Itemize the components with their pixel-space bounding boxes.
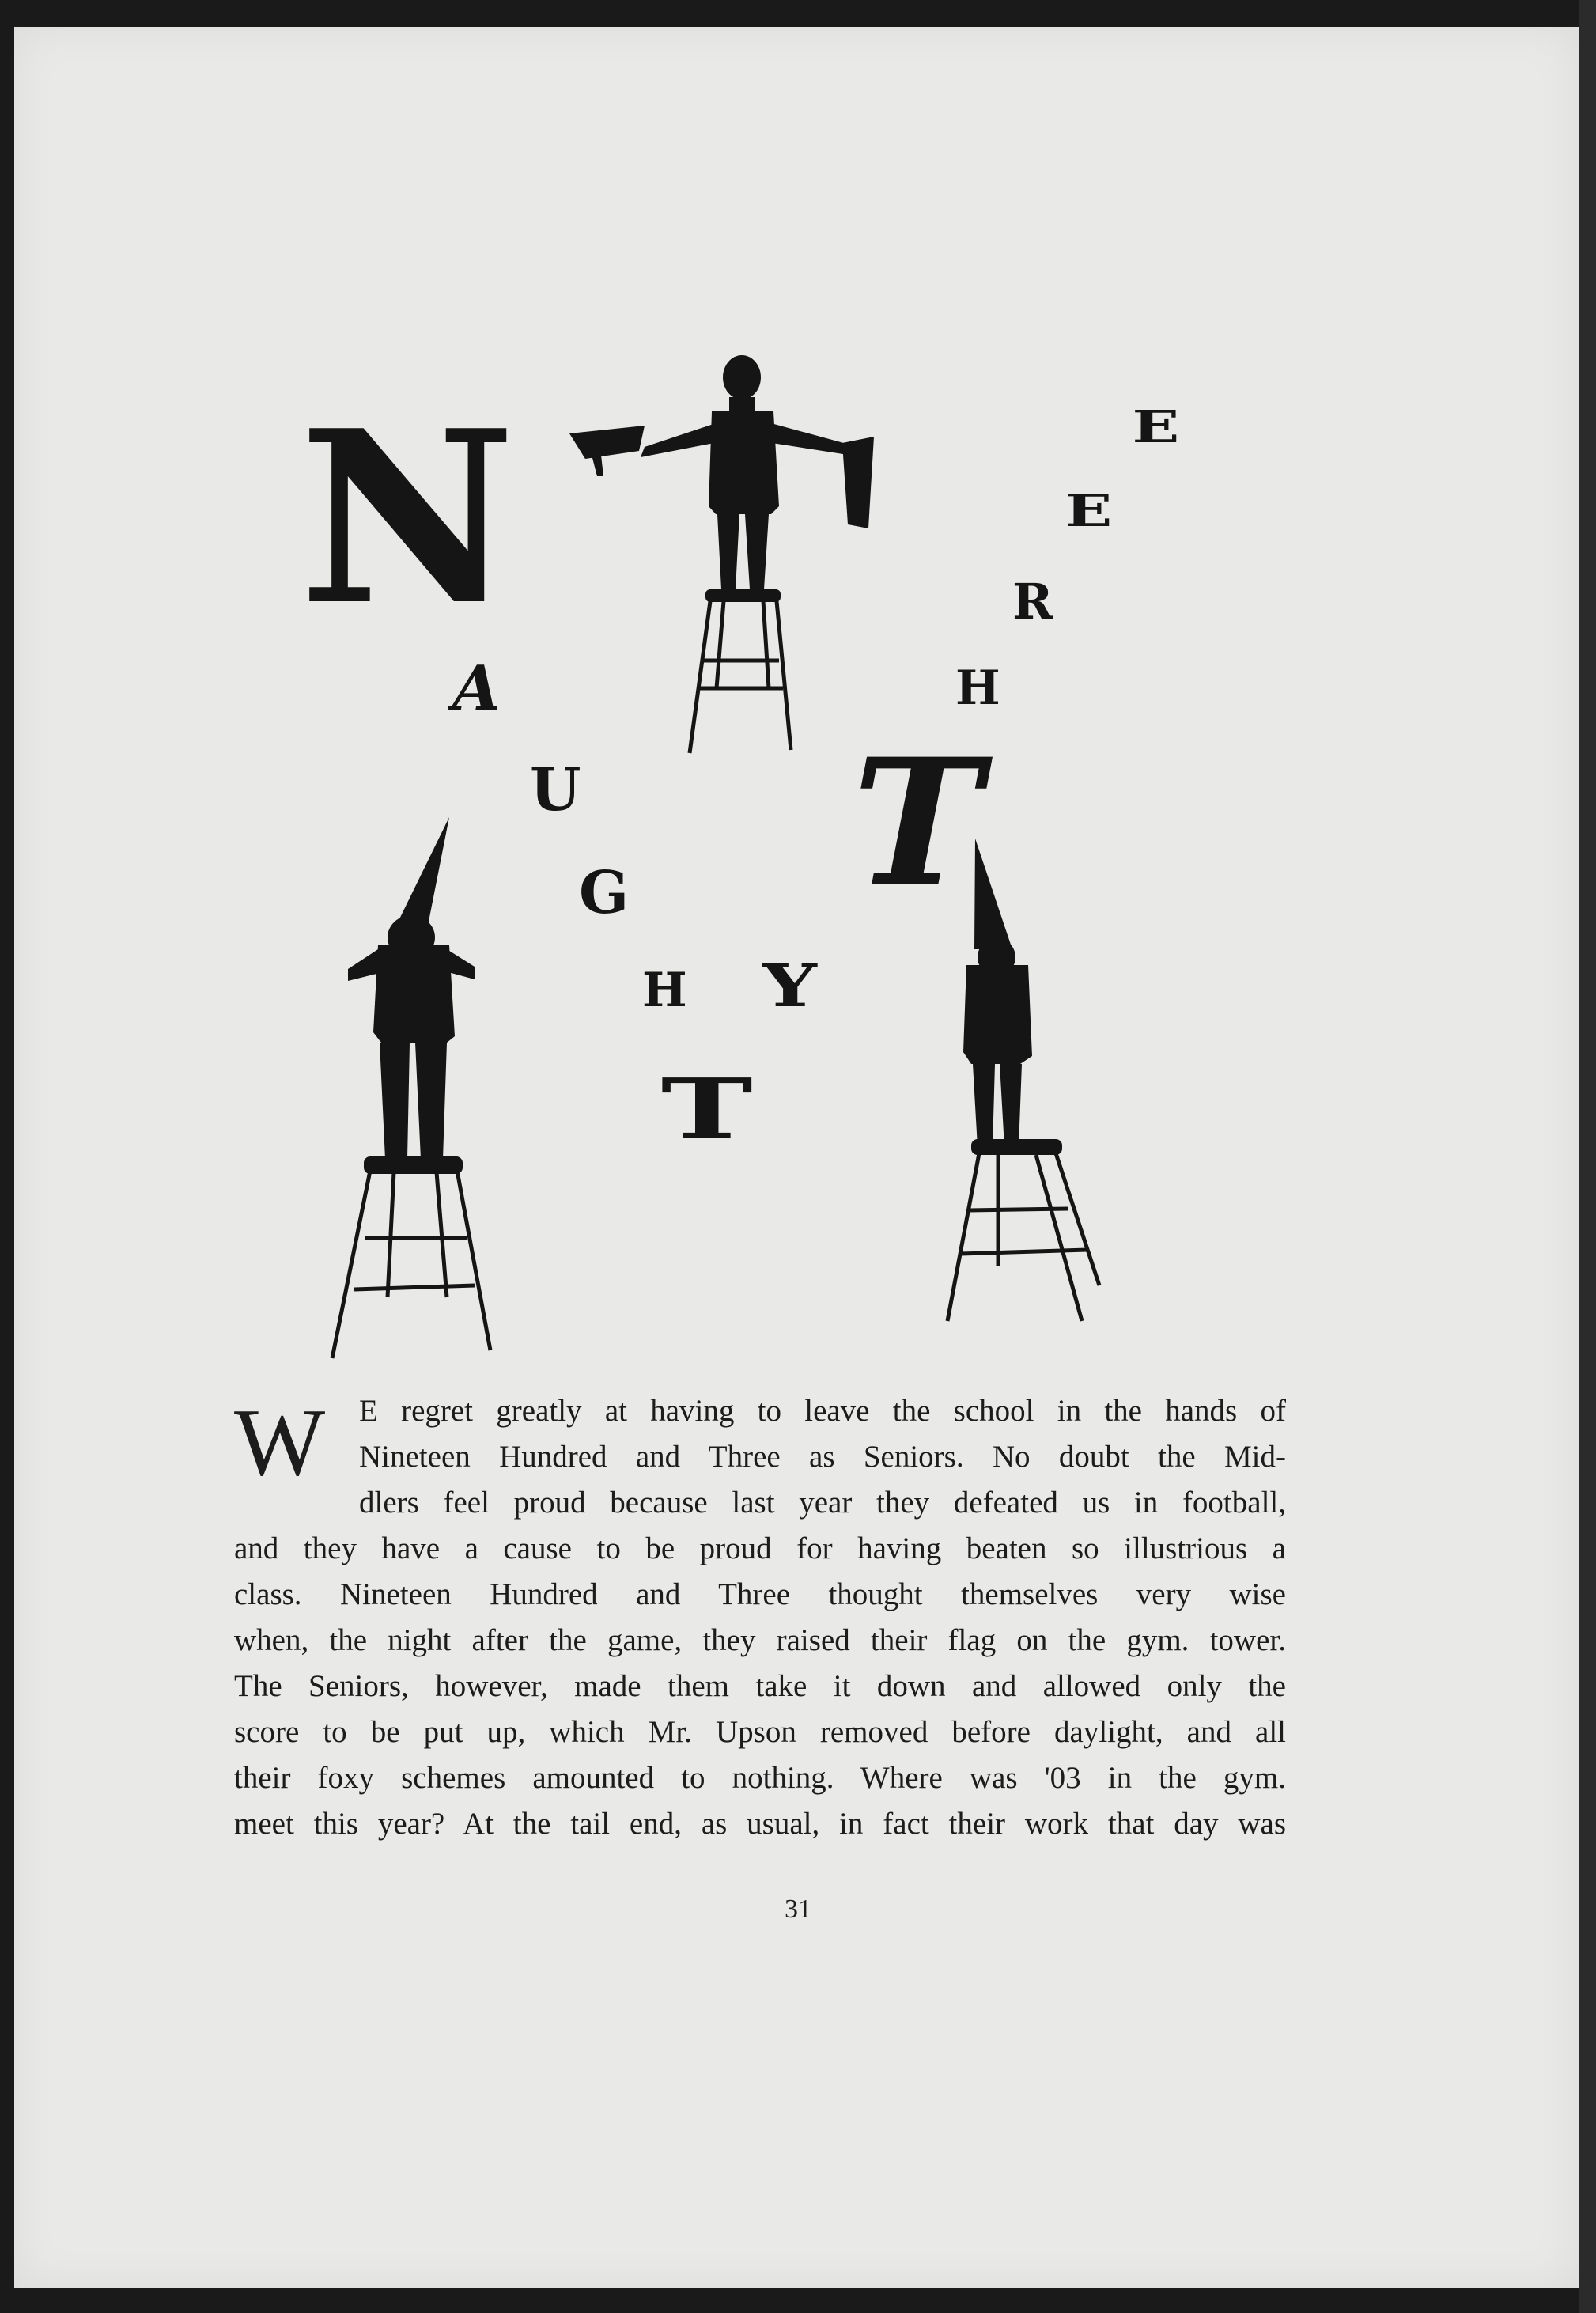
title-letter-e2: E <box>1132 401 1180 453</box>
title-letter-t2: T <box>853 720 982 925</box>
text-line: dlers feel proud because last year they defeated us in football, <box>359 1486 1286 1520</box>
page-number: 31 <box>785 1895 811 1924</box>
text-line: meet this year? At the tail end, as usual, in fact their work that day was <box>234 1807 1286 1841</box>
text-line: The Seniors, however, made them take it down and allowed only the <box>234 1669 1286 1703</box>
title-letter-y: Y <box>762 952 817 1020</box>
body-text <box>234 1388 1286 1847</box>
text-line: Nineteen Hundred and Three as Seniors. No doubt the Mid- <box>359 1440 1286 1474</box>
text-line: score to be put up, which Mr. Upson removed before daylight, and all <box>234 1715 1286 1749</box>
title-letter-t: T <box>660 1060 753 1157</box>
text-line: their foxy schemes amounted to nothing. Where was '03 in the gym. <box>234 1761 1286 1795</box>
text-line: E regret greatly at having to leave the school in the hands of <box>359 1394 1286 1428</box>
title-letter-n: N <box>299 378 516 657</box>
title-letter-u: U <box>530 756 581 824</box>
dunce-on-stool-left <box>332 817 490 1358</box>
text-line: class. Nineteen Hundred and Three thought themselves very wise <box>234 1577 1286 1611</box>
text-line: and they have a cause to be proud for having beaten so illustrious a <box>234 1531 1286 1565</box>
title-letter-r: R <box>1012 573 1053 630</box>
title-letter-g: G <box>579 859 630 927</box>
title-letter-a: A <box>452 653 501 725</box>
title-letter-h: H <box>642 963 687 1018</box>
text-line: when, the night after the game, they raised their flag on the gym. tower. <box>234 1623 1286 1657</box>
title-letter-h2: H <box>955 661 1000 716</box>
graduate-on-stool <box>569 355 874 753</box>
drop-cap: W <box>234 1389 326 1496</box>
title-letter-e: E <box>1065 485 1113 537</box>
